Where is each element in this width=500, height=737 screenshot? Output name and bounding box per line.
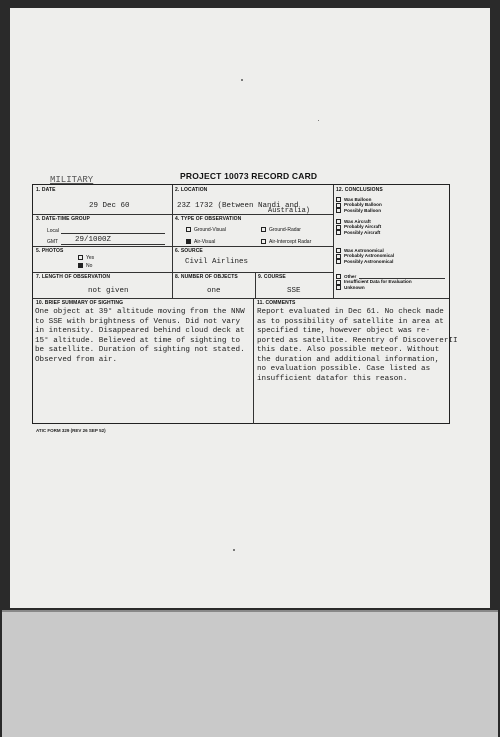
conclusion-option: Insufficient Data for Evaluation (336, 279, 412, 284)
photos-label: 5. PHOTOS (36, 248, 64, 254)
ground-radar-option: Ground-Radar (261, 227, 301, 233)
conclusion-option: Other (336, 274, 412, 279)
speck (233, 549, 235, 551)
summary-text: One object at 39° altitude moving from the NNW to SSE with brightness of Venus. Did not vary in intensity. Disappeared behind cloud deck at 15° altitude. Believed at time of sighting to be satellite. Duration of sighting not stated. Observed from air. (35, 308, 245, 364)
source-label: 6. SOURCE (175, 248, 203, 254)
conclusion-option: Possibly Aircraft (336, 230, 381, 235)
conclusion-option: Probably Aircraft (336, 224, 381, 229)
course-value: SSE (287, 287, 301, 295)
conclusion-option: Possibly Astronomical (336, 259, 394, 264)
form-number: ATIC FORM 329 (REV 26 SEP 52) (36, 428, 106, 433)
checkbox-icon (261, 227, 266, 232)
local-label: Local (47, 228, 59, 234)
air-intercept-radar-option: Air-Intercept Radar (261, 239, 311, 245)
speck (241, 79, 243, 81)
date-value: 29 Dec 60 (89, 202, 130, 210)
conclusion-option: Was Astronomical (336, 248, 394, 253)
checkbox-icon (78, 255, 83, 260)
photos-no-option: No (78, 263, 92, 269)
conclusion-option: Probably Astronomical (336, 253, 394, 258)
speck (318, 120, 319, 121)
conclusions-group-other (336, 274, 412, 290)
summary-label: 10. BRIEF SUMMARY OF SIGHTING (36, 300, 124, 306)
comments-text: Report evaluated in Dec 61. No check made as to possibility of satellite in area at specified time, however object was re- ported as satellite. Reentry of DiscovererII this date. Also possible meteor. Without the duration and additional information, no evaluation possible. Case listed as insufficient datafor this reason. (257, 308, 458, 383)
dtg-label: 3. DATE-TIME GROUP (36, 216, 90, 222)
conclusion-option: Possibly Balloon (336, 208, 382, 213)
conclusion-option: Unknown (336, 285, 412, 290)
location-label: 2. LOCATION (175, 187, 208, 193)
objects-label: 8. NUMBER OF OBJECTS (175, 274, 238, 280)
checkbox-icon (186, 227, 191, 232)
conclusion-option: Was Balloon (336, 197, 382, 202)
conclusion-option: Was Aircraft (336, 219, 381, 224)
checkbox-icon (261, 239, 266, 244)
gmt-value: 29/1000Z (75, 236, 112, 244)
conclusions-group-aircraft (336, 219, 381, 235)
conclusions-group-balloon (336, 197, 382, 213)
conclusions-label: 12. CONCLUSIONS (336, 187, 383, 193)
photos-yes-option: Yes (78, 255, 94, 261)
conclusions-group-astronomical (336, 248, 394, 264)
checked-checkbox-icon (186, 239, 191, 244)
course-label: 9. COURSE (258, 274, 286, 280)
length-label: 7. LENGTH OF OBSERVATION (36, 274, 111, 280)
record-card (32, 184, 458, 424)
location-value-cont: Australia) (268, 207, 311, 215)
source-value: Civil Airlines (185, 258, 249, 266)
air-visual-option: Air-Visual (186, 239, 215, 245)
objects-value: one (207, 287, 221, 295)
gmt-label: GMT (47, 239, 59, 245)
length-value: not given (88, 287, 129, 295)
military-label: MILITARY (50, 175, 94, 185)
card-title: PROJECT 10073 RECORD CARD (180, 171, 318, 181)
date-label: 1. DATE (36, 187, 56, 193)
comments-label: 11. COMMENTS (257, 300, 296, 306)
checked-checkbox-icon (78, 263, 83, 268)
location-value: 23Z 1732 (Between Nandi and (177, 202, 299, 210)
type-label: 4. TYPE OF OBSERVATION (175, 216, 242, 222)
conclusion-option: Probably Balloon (336, 202, 382, 207)
background-sheet (2, 612, 498, 737)
ground-visual-option: Ground-Visual (186, 227, 226, 233)
